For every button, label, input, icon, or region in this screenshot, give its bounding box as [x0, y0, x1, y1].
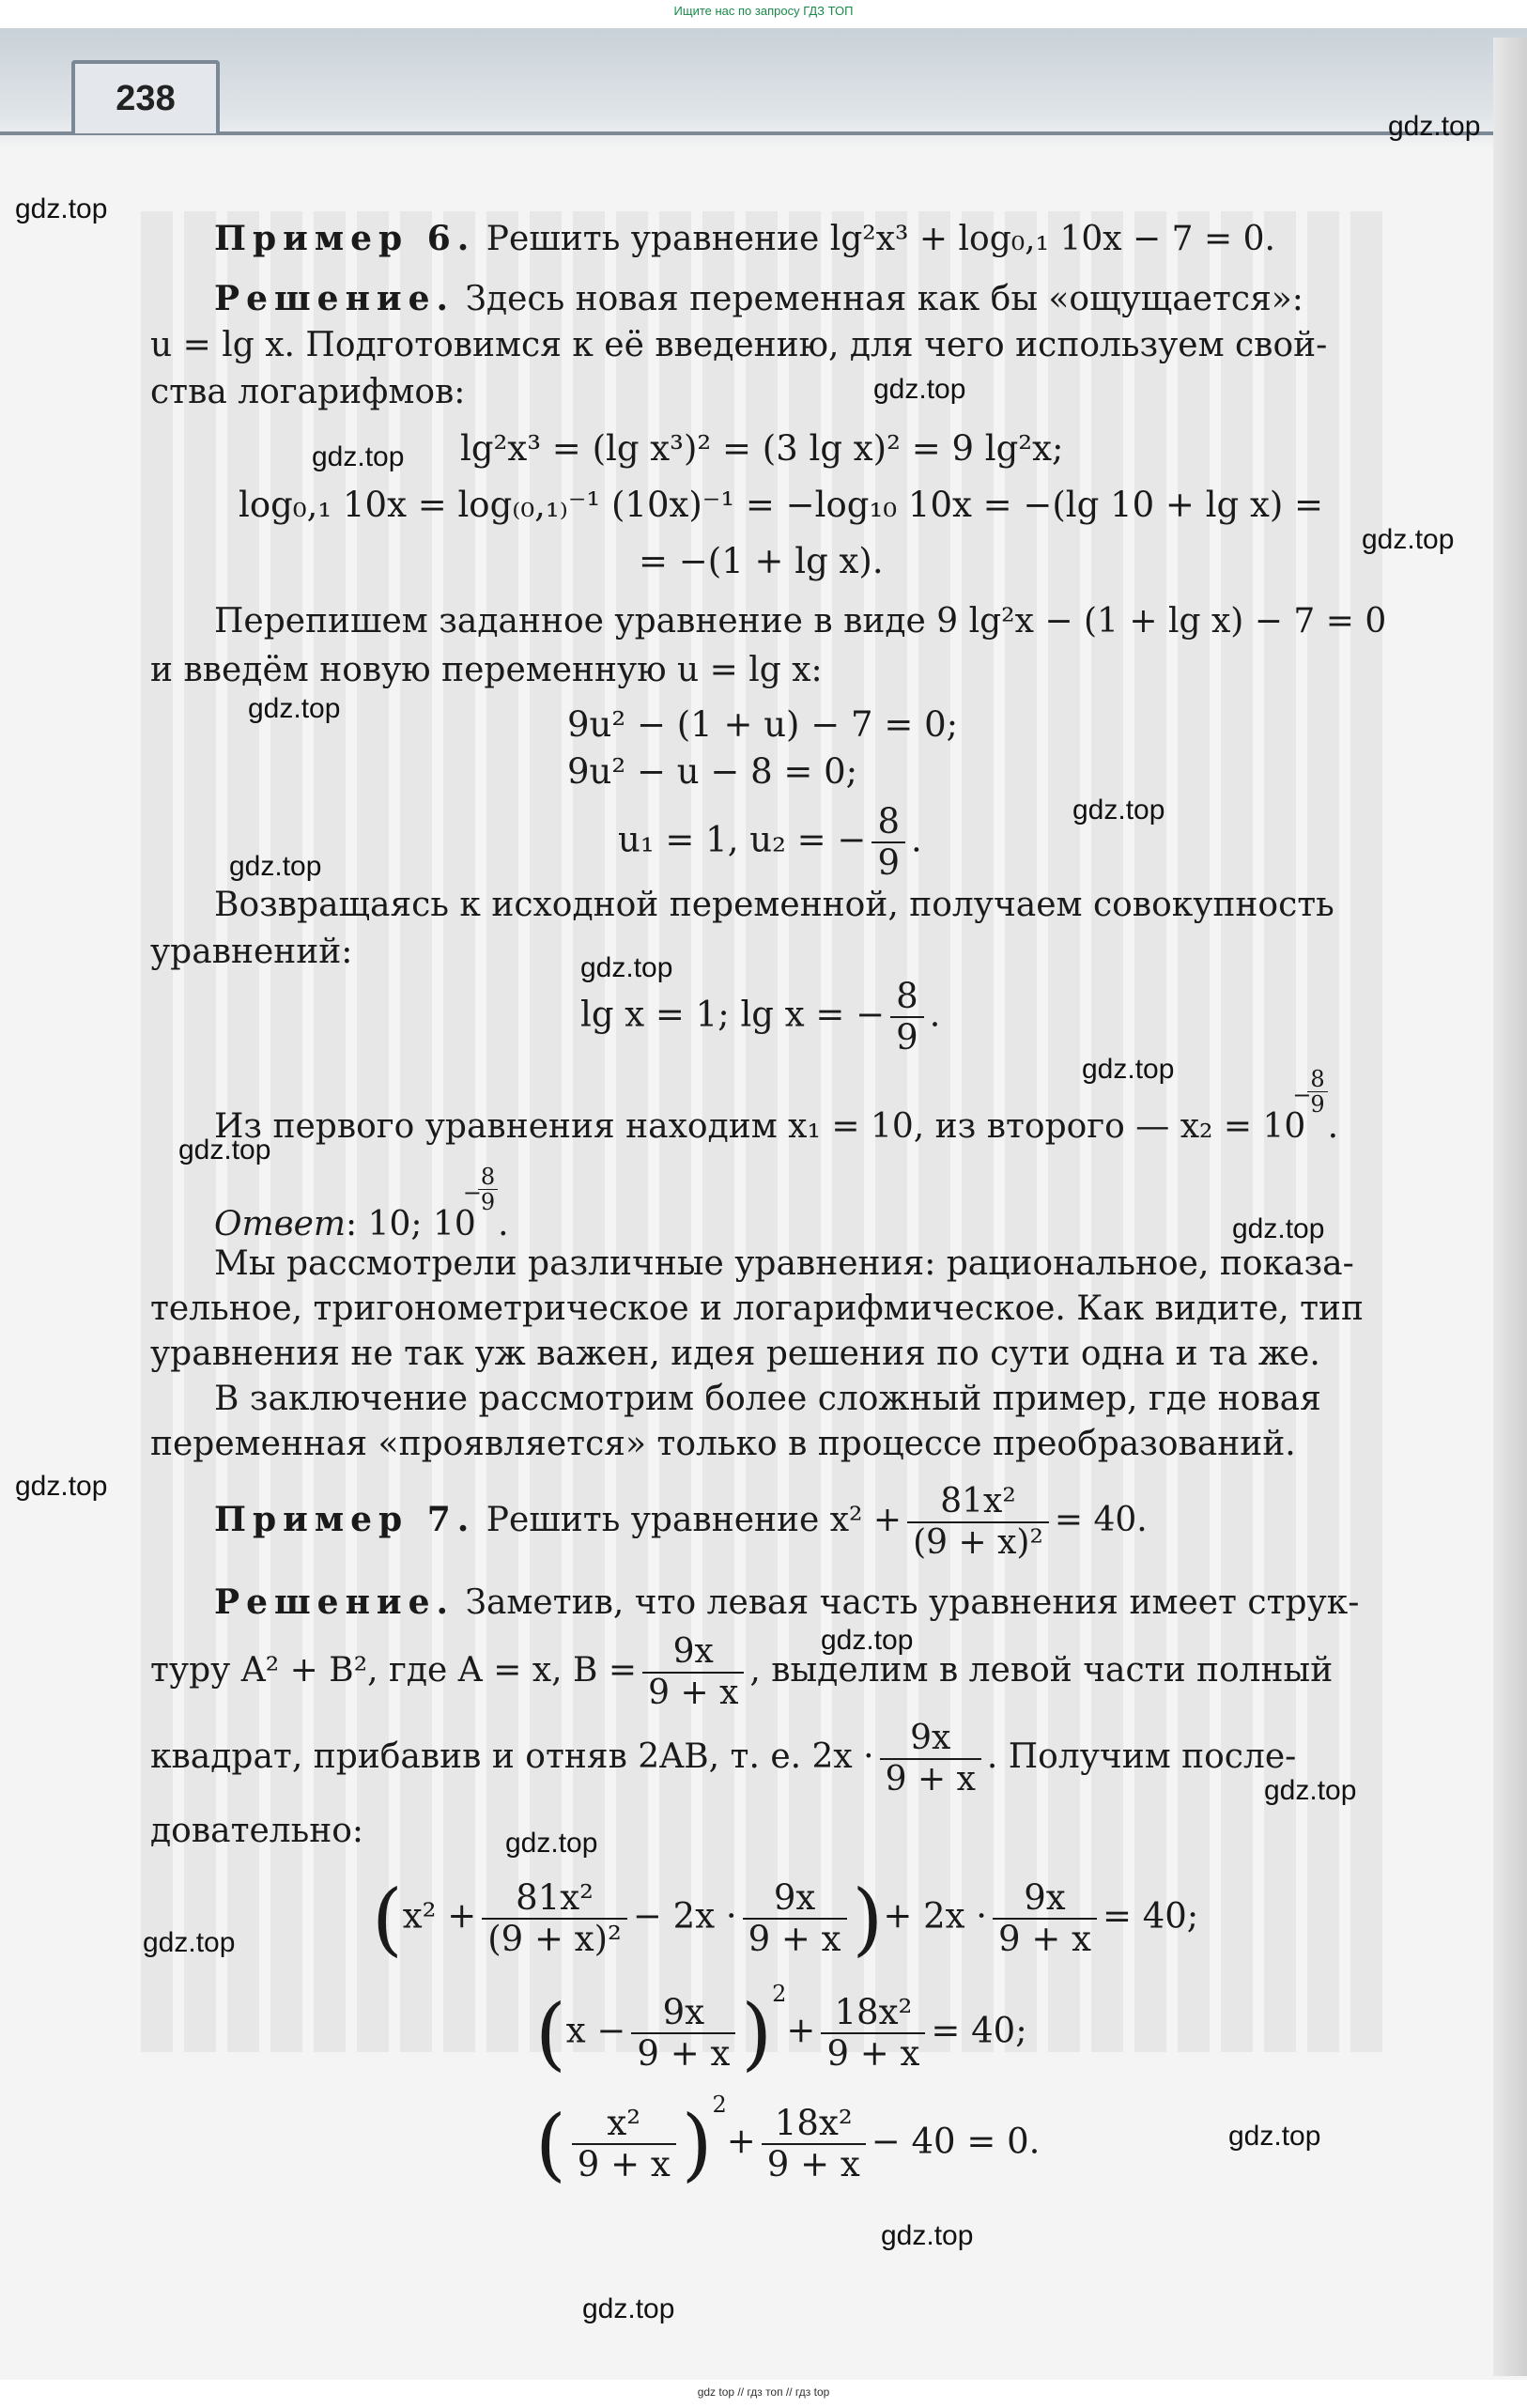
exponent	[462, 1164, 498, 1215]
watermark: gdz.top	[505, 1828, 598, 1859]
exponent-denominator: 9	[480, 1189, 496, 1215]
example6-text3: ства логарифмов:	[150, 373, 466, 411]
fraction	[871, 802, 905, 883]
example7-text2b: , выделим в левой части полный	[749, 1651, 1334, 1690]
right-paren: )	[741, 1987, 773, 2079]
example7-heading	[214, 1482, 1148, 1563]
example6-text6: Возвращаясь к исходной переменной, получаем совокупность	[214, 886, 1334, 924]
discussion-line-1: Мы рассмотрели различные уравнения: рациональное, показа-	[214, 1244, 1354, 1283]
example7-statement: Решить уравнение x² +	[486, 1501, 902, 1539]
exponent-denominator: 9	[1310, 1091, 1325, 1118]
right-paren: )	[852, 1873, 884, 1965]
fraction-numerator: 18x²	[762, 2104, 866, 2145]
eq1-end: = 40;	[1102, 1895, 1199, 1937]
eq1-b: − 2x ·	[632, 1895, 737, 1937]
eq2-b: +	[786, 2010, 816, 2051]
left-paren: (	[535, 1987, 566, 2079]
left-paren: (	[535, 2098, 566, 2190]
fraction	[642, 1632, 744, 1713]
watermark: gdz.top	[178, 1135, 271, 1165]
example7-solution-line1	[214, 1583, 1359, 1622]
fraction	[572, 2104, 676, 2184]
example7-text2a: туру A² + B², где A = x, B =	[150, 1651, 638, 1690]
fraction	[890, 977, 924, 1057]
discussion-line-3: уравнения не так уж важен, идея решения по сути одна и та же.	[150, 1335, 1320, 1373]
fraction	[821, 1993, 925, 2074]
watermark: gdz.top	[15, 193, 108, 224]
example7-text1: Заметив, что левая часть уравнения имеет струк-	[465, 1583, 1360, 1622]
exponent-numerator: 8	[478, 1165, 498, 1190]
eq1-a: x² +	[402, 1895, 477, 1937]
fraction-numerator: 9x	[631, 1993, 735, 2034]
example6-text8-main: Из первого уравнения находим x₁ = 10, из второго — x₂ = 10	[214, 1107, 1306, 1146]
example7-text4: довательно:	[150, 1812, 364, 1850]
exponent-sign: −	[462, 1180, 482, 1206]
example6-text2: u = lg x. Подготовимся к её введению, для чего используем свой-	[150, 326, 1328, 364]
exponent-numerator: 8	[1307, 1067, 1327, 1092]
fraction-numerator: 9x	[993, 1878, 1097, 1920]
example6-eq2: log₀,₁ 10x = log₍₀,₁₎⁻¹ (10x)⁻¹ = −log₁₀ 10x = −(lg 10 + lg x) =	[239, 485, 1324, 525]
example7-text3b: . Получим после-	[986, 1737, 1297, 1776]
example6-label: Пример 6.	[214, 219, 476, 258]
example7-text2	[150, 1632, 1333, 1713]
fraction-denominator: 9	[896, 1017, 918, 1057]
fraction-numerator: 9x	[642, 1632, 744, 1674]
fraction	[482, 1878, 627, 1959]
example7-label: Пример 7.	[214, 1500, 476, 1539]
page-number: 238	[71, 60, 220, 133]
fraction	[993, 1878, 1097, 1959]
example6-eq7-end: .	[929, 994, 941, 1035]
fraction	[880, 1719, 981, 1799]
fraction-denominator: 9 + x	[826, 2033, 920, 2074]
watermark: gdz.top	[1072, 795, 1165, 826]
example6-eq6	[618, 802, 922, 883]
example7-statement-end: = 40.	[1054, 1501, 1148, 1539]
example6-text7: уравнений:	[150, 933, 353, 971]
eq2-end: = 40;	[931, 2010, 1027, 2051]
fraction-numerator: 81x²	[482, 1878, 627, 1920]
example7-solution-label: Решение.	[214, 1582, 455, 1622]
fraction-numerator: 18x²	[821, 1993, 925, 2034]
left-paren: (	[372, 1873, 403, 1965]
fraction-denominator: (9 + x)²	[487, 1919, 622, 1959]
fraction	[631, 1993, 735, 2074]
example6-eq1: lg²x³ = (lg x³)² = (3 lg x)² = 9 lg²x;	[460, 428, 1064, 469]
answer-end: .	[498, 1205, 509, 1243]
example7-text3	[150, 1719, 1296, 1799]
fraction	[743, 1878, 847, 1959]
watermark: gdz.top	[1362, 524, 1455, 555]
example7-eq1	[372, 1873, 1199, 1965]
watermark: gdz.top	[580, 952, 673, 983]
eq2-power: 2	[772, 1981, 787, 2008]
fraction-denominator: 9	[877, 842, 900, 883]
example6-heading	[214, 220, 1275, 258]
example6-text4: Перепишем заданное уравнение в виде 9 lg²x − (1 + lg x) − 7 = 0	[214, 602, 1387, 641]
fraction-denominator: 9 + x	[637, 2033, 731, 2074]
example6-eq7-left: lg x = 1; lg x = −	[580, 994, 886, 1035]
example7-eq3	[535, 2092, 1041, 2190]
example6-solution-label: Решение.	[214, 279, 455, 318]
discussion-line-4: В заключение рассмотрим более сложный пример, где новая	[214, 1380, 1321, 1418]
fraction-denominator: 9 + x	[748, 1919, 841, 1959]
fraction-denominator: 9 + x	[648, 1674, 739, 1712]
example6-statement: Решить уравнение lg²x³ + log₀,₁ 10x − 7 = 0.	[486, 220, 1275, 258]
example6-text8-end: .	[1327, 1107, 1339, 1146]
header-rule	[0, 131, 1527, 135]
fraction-numerator: 9x	[743, 1878, 847, 1920]
example6-answer	[214, 1164, 509, 1243]
discussion-line-5: переменная «проявляется» только в процессе преобразований.	[150, 1425, 1296, 1463]
fraction-denominator: 9 + x	[885, 1760, 976, 1798]
eq3-power: 2	[712, 2092, 727, 2119]
fraction-denominator: 9 + x	[577, 2144, 671, 2184]
fraction-denominator: 9 + x	[998, 1919, 1091, 1959]
bottom-note: gdz top // гдз топ // гдз top	[697, 2385, 830, 2399]
example7-eq2	[535, 1981, 1027, 2079]
example6-solution-line1	[214, 280, 1303, 318]
watermark: gdz.top	[1082, 1054, 1175, 1085]
eq3-end: − 40 = 0.	[871, 2121, 1041, 2162]
fraction	[907, 1482, 1049, 1563]
fraction	[762, 2104, 866, 2184]
watermark: gdz.top	[143, 1927, 236, 1958]
watermark: gdz.top	[248, 693, 341, 724]
example6-eq5: 9u² − u − 8 = 0;	[567, 751, 858, 792]
watermark: gdz.top	[1264, 1775, 1357, 1806]
watermark: gdz.top	[873, 374, 966, 405]
example6-text1: Здесь новая переменная как бы «ощущается»:	[465, 280, 1303, 318]
top-note: Ищите нас по запросу ГДЗ ТОП	[673, 4, 854, 18]
watermark: gdz.top	[821, 1625, 914, 1656]
watermark: gdz.top	[312, 441, 405, 472]
discussion-line-2: тельное, тригонометрическое и логарифмическое. Как видите, тип	[150, 1289, 1365, 1328]
example6-eq4: 9u² − (1 + u) − 7 = 0;	[567, 704, 959, 745]
example6-eq7	[580, 977, 940, 1057]
page-edge-shadow	[1493, 38, 1527, 2376]
watermark: gdz.top	[1232, 1213, 1325, 1244]
answer-text: : 10; 10	[346, 1205, 476, 1243]
watermark: gdz.top	[881, 2220, 974, 2251]
exponent-sign: −	[1292, 1082, 1312, 1108]
watermark: gdz.top	[229, 851, 322, 882]
exponent	[1292, 1066, 1327, 1118]
eq1-c: + 2x ·	[883, 1895, 988, 1937]
example6-eq3: = −(1 + lg x).	[639, 541, 884, 581]
eq2-a: x −	[565, 2010, 626, 2051]
watermark: gdz.top	[15, 1471, 108, 1502]
fraction-numerator: 81x²	[907, 1482, 1049, 1523]
example6-eq6-left: u₁ = 1, u₂ = −	[618, 819, 867, 860]
fraction-numerator: 9x	[880, 1719, 981, 1760]
eq3-b: +	[726, 2121, 756, 2162]
example6-eq6-end: .	[911, 819, 922, 860]
answer-label: Ответ	[214, 1205, 347, 1243]
fraction-numerator: 8	[871, 802, 905, 843]
watermark: gdz.top	[1388, 111, 1481, 142]
fraction-denominator: 9 + x	[766, 2144, 860, 2184]
watermark: gdz.top	[582, 2293, 675, 2324]
example7-text3a: квадрат, прибавив и отняв 2AB, т. е. 2x ·	[150, 1737, 874, 1776]
fraction-numerator: 8	[890, 977, 924, 1018]
right-paren: )	[681, 2098, 713, 2190]
watermark: gdz.top	[1228, 2121, 1321, 2152]
fraction-numerator: x²	[572, 2104, 676, 2145]
example6-text5: и введём новую переменную u = lg x:	[150, 651, 823, 689]
fraction-denominator: (9 + x)²	[913, 1523, 1043, 1562]
